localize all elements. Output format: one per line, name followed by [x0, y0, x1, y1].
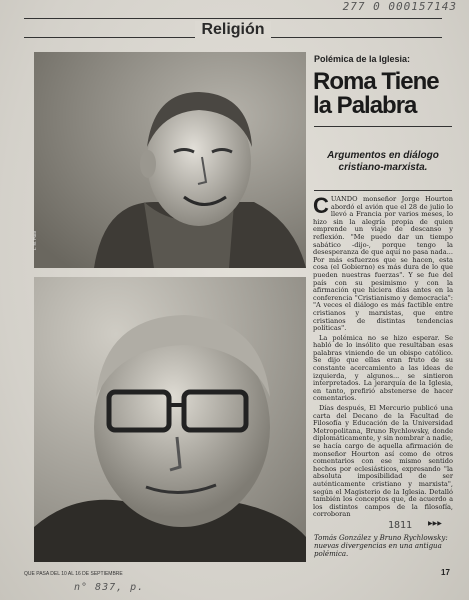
divider-rule	[314, 126, 452, 127]
paragraph-2: La polémica no se hizo esperar. Se habló de lo insólito que resultaban esas palabras viniendo de un obispo católico. Se dijo que ellas eran fruto de su constante acercamiento a las ideas de izquierda, y algunos... se sintieron interpretados. La jerarquía de la Iglesia, en tanto, prefirió abstenerse de hacer comentarios.	[313, 333, 453, 403]
subheadline: Argumentos en diálogo cristiano-marxista.	[327, 150, 439, 173]
portrait-man-smiling-image	[34, 52, 306, 268]
headline: Roma Tiene la Palabra	[313, 68, 439, 119]
photo-portrait-bottom	[34, 277, 306, 562]
continued-arrows-icon: ▶▶▶	[428, 520, 442, 527]
handwritten-reference: n° 837, p.	[74, 582, 145, 593]
handwritten-note: 1811	[388, 520, 413, 531]
paragraph-3: Días después, El Mercurio publicó una carta del Decano de la Facultad de Filosofía y Educación de la Universidad Metropolitana, Bruno Rychlowsky, donde diplomáticamente, y sin nombrar a nadie, se hacía cargo de aquella afirmación de monseñor Hourton así como de otros comentarios con ese mismo sentido hechos por eclesiásticos, expresando "la absoluta imposibilidad de ser auténticamente cristiano y marxista", según el Magisterio de la Iglesia. Detalló también los conceptos que, de acuerdo a los distintos campos de la filosofía, corroboran	[313, 404, 453, 519]
page-number: 17	[441, 568, 450, 577]
section-header-bar	[24, 18, 442, 38]
section-label: Religión	[195, 21, 270, 38]
kicker: Polémica de la Iglesia:	[314, 54, 411, 64]
photo-caption: Tomás González y Bruno Rychlowsky: nuevas divergencias en una antigua polémica.	[314, 534, 448, 558]
footer-issue: QUE PASA DEL 10 AL 16 DE SEPTIEMBRE	[24, 571, 123, 577]
portrait-man-glasses-image	[34, 277, 306, 562]
paragraph-1: CUANDO monseñor Jorge Hourton abordó el avión que el 28 de julio lo llevó a Francia por varios meses, lo hizo sin la alegría propia de quien emprende un viaje de descanso y reflexión. "Me puedo dar un tiempo sabático -dijo-, porque tengo la desesperanza de que aquí no pasa nada... Por más esfuerzos que se hacen, esta cosa (el Gobierno) es más dura de lo que pueden nuestras fuerzas". Y se fue del país con su pesimismo y con la afirmación que hiciera días antes en la conferencia "Cristianismo y democracia": "A veces el diálogo es más factible entre cristianos y marxistas, que entre cristianos de distintas tendencias políticas".	[313, 193, 453, 333]
photo-credit: L. M. Puco	[32, 230, 37, 250]
photo-portrait-top	[34, 52, 306, 268]
drop-cap: C	[313, 193, 329, 218]
article-body	[313, 193, 453, 519]
handwritten-archive-number: 277 0 000157143	[342, 0, 457, 13]
divider-rule	[314, 190, 452, 191]
